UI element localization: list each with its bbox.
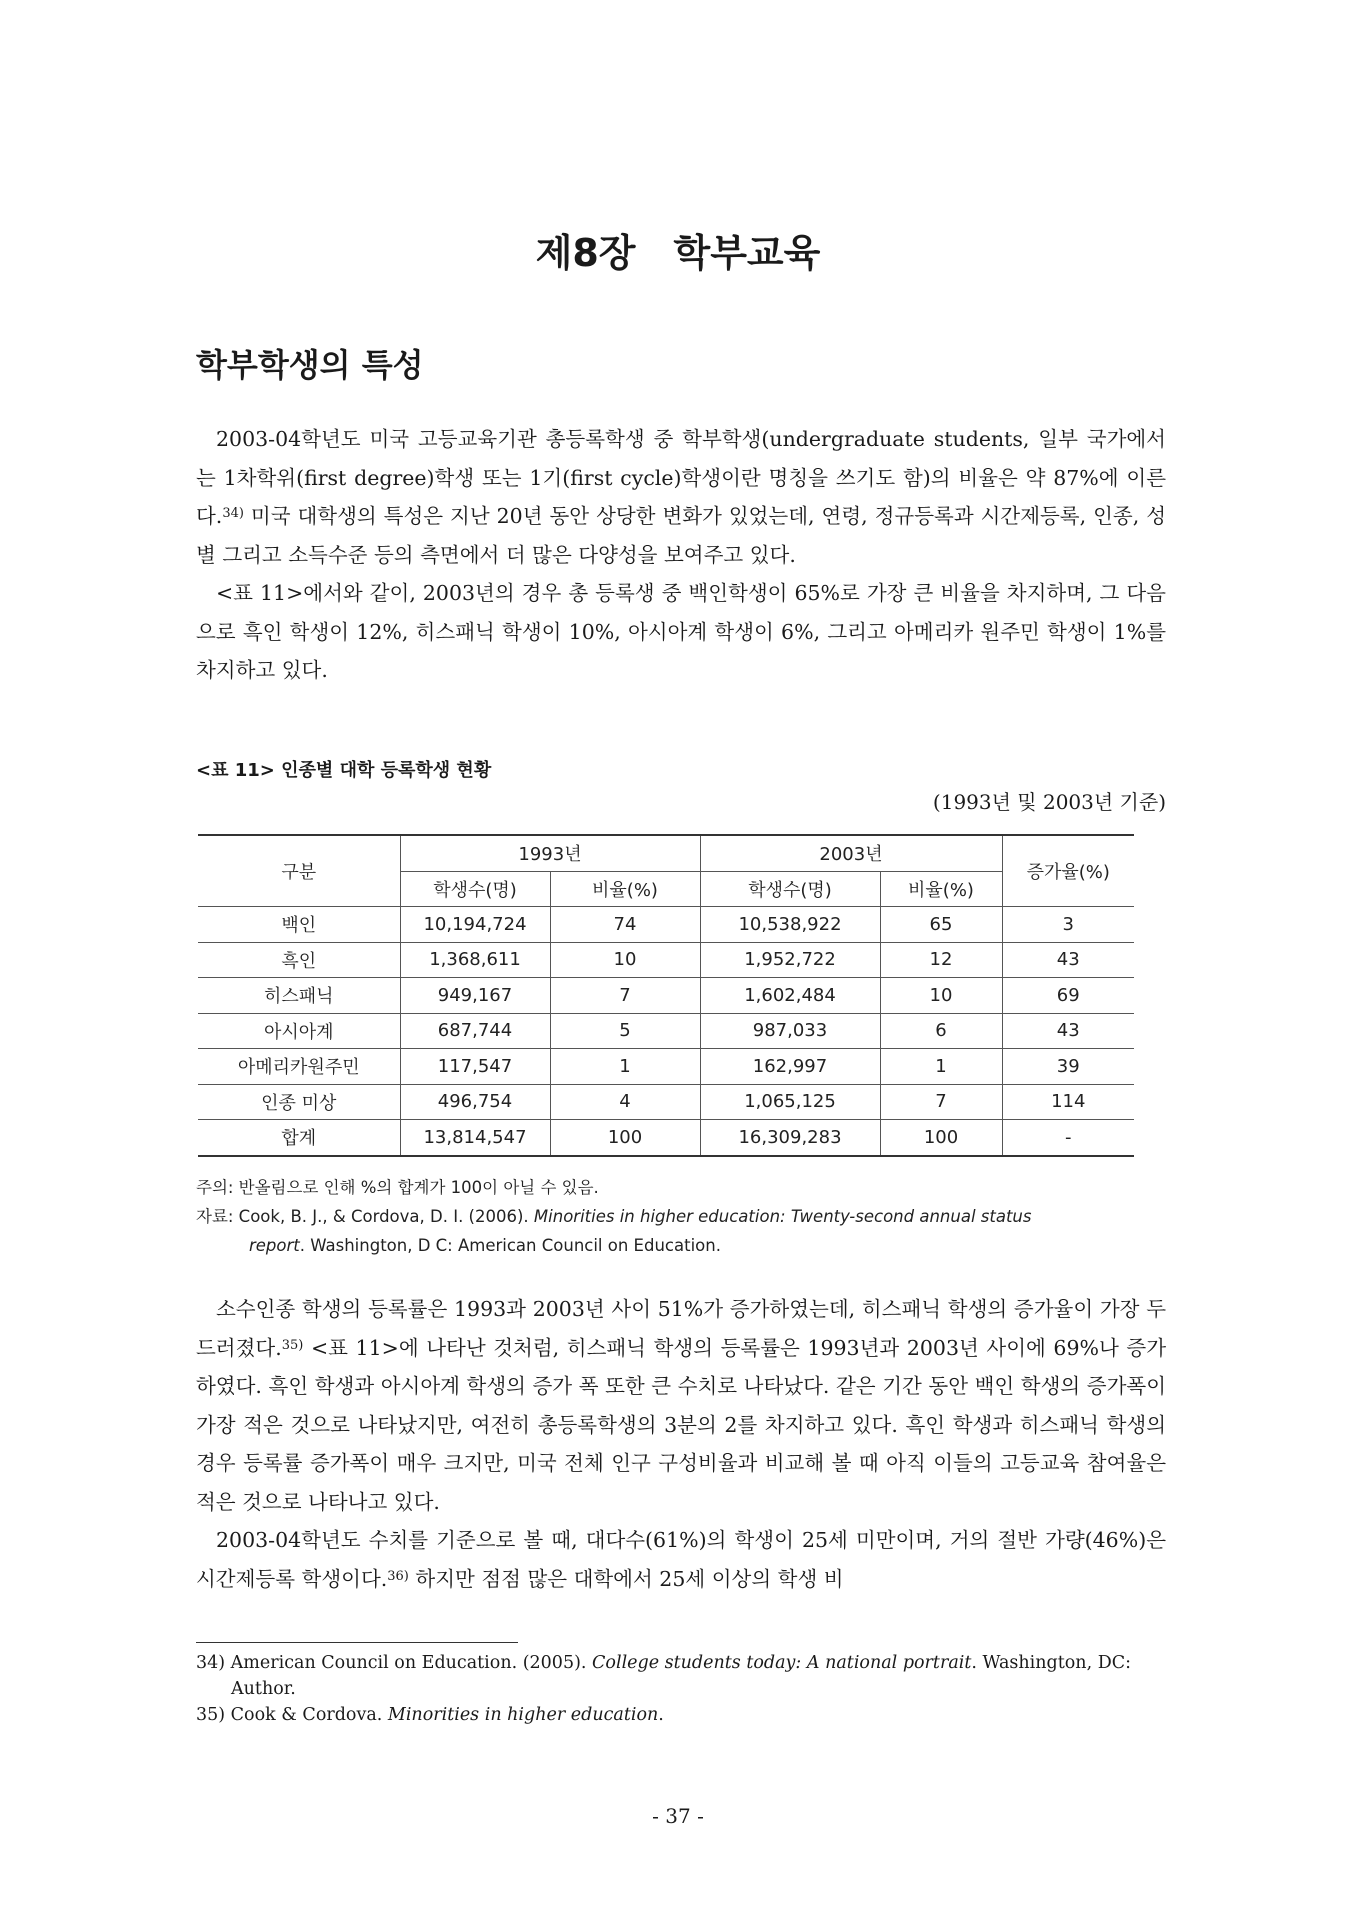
header-growth: 증가율(%): [1002, 835, 1134, 907]
body-paragraph-1: [196, 1290, 1166, 1521]
footnote-34-text-b: . Washington, DC:: [971, 1653, 1132, 1673]
table-notes: [196, 1173, 1166, 1260]
table-cell: 987,033: [700, 1013, 880, 1049]
table-cell: 아메리카원주민: [198, 1049, 400, 1085]
table-cell: 인종 미상: [198, 1084, 400, 1120]
footnote-35: [196, 1702, 1166, 1728]
page-number: - 37 -: [652, 1804, 704, 1828]
source-prefix: 자료: Cook, B. J., & Cordova, D. I. (2006).: [196, 1207, 534, 1226]
intro-section: [196, 420, 1166, 690]
table-cell: 117,547: [400, 1049, 550, 1085]
body-paragraph-2-text-b: 하지만 점점 많은 대학에서 25세 이상의 학생 비: [408, 1566, 844, 1591]
intro-paragraph-1-text-a: 2003-04학년도 미국 고등교육기관 총등록학생 중 학부학생(undergraduate students, 일부 국가에서는 1차학위(first degree)학생 또는 1기(first cycle)학생이란 명칭을 쓰기도 함)의 비율은 약 87%에 이른다.: [196, 427, 1166, 528]
table-note: 주의: 반올림으로 인해 %의 합계가 100이 아닐 수 있음.: [196, 1178, 599, 1197]
table-cell: 백인: [198, 907, 400, 943]
body-section: [196, 1290, 1166, 1598]
table-row-total: [198, 1120, 1134, 1156]
table-cell: 4: [550, 1084, 700, 1120]
table-cell: 949,167: [400, 978, 550, 1014]
footnote-divider: [196, 1642, 518, 1643]
section-title: 학부학생의 특성: [196, 346, 424, 384]
table-row: [198, 1084, 1134, 1120]
header-year-1993: 1993년: [400, 835, 700, 871]
table-source-continued: [196, 1231, 1166, 1260]
table-cell: 1: [880, 1049, 1002, 1085]
body-paragraph-1-text-a: 소수인종 학생의 등록률은 1993과 2003년 사이 51%가 증가하였는데, 히스패닉 학생의 증가율이 가장 두드러졌다.: [196, 1297, 1166, 1360]
enrollment-table: [198, 834, 1134, 1157]
table-cell: 43: [1002, 1013, 1134, 1049]
table-row: [198, 907, 1134, 943]
footnote-ref-34[interactable]: 34): [222, 506, 244, 521]
intro-paragraph-2: <표 11>에서와 같이, 2003년의 경우 총 등록생 중 백인학생이 65%로 가장 큰 비율을 차지하며, 그 다음으로 흑인 학생이 12%, 히스패닉 학생이 10%, 아시아계 학생이 6%, 그리고 아메리카 원주민 학생이 1%를 차지하고 있다.: [196, 581, 1166, 682]
table-cell: 39: [1002, 1049, 1134, 1085]
table-source: [196, 1202, 1166, 1231]
table-cell: 10: [880, 978, 1002, 1014]
footnote-35-text-b: .: [658, 1705, 664, 1725]
table-cell: 114: [1002, 1084, 1134, 1120]
footnote-34: [196, 1650, 1166, 1676]
table-cell: 12: [880, 942, 1002, 978]
table-cell: 1,065,125: [700, 1084, 880, 1120]
table-cell: 합계: [198, 1120, 400, 1156]
table-row: [198, 1049, 1134, 1085]
table-basis: (1993년 및 2003년 기준): [932, 790, 1166, 814]
table-cell: 7: [550, 978, 700, 1014]
table-cell: 1,952,722: [700, 942, 880, 978]
body-paragraph-1-text-b: <표 11>에 나타난 것처럼, 히스패닉 학생의 등록률은 1993년과 2003년 사이에 69%나 증가하였다. 흑인 학생과 아시아계 학생의 증가 폭 또한 큰 수치로 나타났다. 같은 기간 동안 백인 학생의 증가폭이 가장 적은 것으로 나타났지만, 여전히 총등록학생의 3분의 2를 차지하고 있다. 흑인 학생과 히스패닉 학생의 경우 등록률 증가폭이 매우 크지만, 미국 전체 인구 구성비율과 비교해 볼 때 아직 이들의 고등교육 참여율은 적은 것으로 나타나고 있다.: [196, 1335, 1166, 1514]
body-paragraph-2-text-a: 2003-04학년도 수치를 기준으로 볼 때, 대다수(61%)의 학생이 25세 미만이며, 거의 절반 가량(46%)은 시간제등록 학생이다.: [196, 1528, 1166, 1591]
table-cell: 100: [550, 1120, 700, 1156]
table-cell: -: [1002, 1120, 1134, 1156]
chapter-title: 제8장 학부교육: [535, 231, 821, 275]
table-row: [198, 942, 1134, 978]
table-cell: 13,814,547: [400, 1120, 550, 1156]
table-cell: 1: [550, 1049, 700, 1085]
table-cell: 10: [550, 942, 700, 978]
table-cell: 1,368,611: [400, 942, 550, 978]
footnote-34-text-a: 34) American Council on Education. (2005).: [196, 1653, 593, 1673]
footnotes: [196, 1650, 1166, 1728]
table-cell: 69: [1002, 978, 1134, 1014]
table-cell: 100: [880, 1120, 1002, 1156]
table-cell: 3: [1002, 907, 1134, 943]
table-cell: 1,602,484: [700, 978, 880, 1014]
table-cell: 7: [880, 1084, 1002, 1120]
table-cell: 496,754: [400, 1084, 550, 1120]
header-ratio-1993: 비율(%): [550, 871, 700, 907]
footnote-ref-35[interactable]: 35): [281, 1337, 304, 1353]
footnote-34-title: College students today: A national portrait: [592, 1653, 972, 1673]
table-row: [198, 1013, 1134, 1049]
table-cell: 히스패닉: [198, 978, 400, 1014]
header-students-2003: 학생수(명): [700, 871, 880, 907]
footnote-34-continued: Author.: [231, 1679, 296, 1699]
header-category: 구분: [198, 835, 400, 907]
intro-paragraph-1-text-b: 미국 대학생의 특성은 지난 20년 동안 상당한 변화가 있었는데, 연령, 정규등록과 시간제등록, 인종, 성별 그리고 소득수준 등의 측면에서 더 많은 다양성을 보여주고 있다.: [196, 504, 1166, 567]
footnote-35-text-a: 35) Cook & Cordova.: [196, 1705, 388, 1725]
header-students-1993: 학생수(명): [400, 871, 550, 907]
table-cell: 162,997: [700, 1049, 880, 1085]
table-cell: 687,744: [400, 1013, 550, 1049]
table-cell: 74: [550, 907, 700, 943]
footnote-35-title: Minorities in higher education: [387, 1705, 659, 1725]
source-title-end: report: [249, 1236, 300, 1255]
header-year-2003: 2003년: [700, 835, 1002, 871]
source-suffix: . Washington, D C: American Council on Education.: [299, 1236, 721, 1255]
table-cell: 16,309,283: [700, 1120, 880, 1156]
footnote-ref-36[interactable]: 36): [387, 1568, 409, 1584]
source-title: Minorities in higher education: Twenty-second annual status: [533, 1207, 1032, 1226]
table-cell: 43: [1002, 942, 1134, 978]
table-row: [198, 978, 1134, 1014]
table-caption: <표 11> 인종별 대학 등록학생 현황: [196, 760, 492, 781]
table-cell: 65: [880, 907, 1002, 943]
table-cell: 10,538,922: [700, 907, 880, 943]
header-ratio-2003: 비율(%): [880, 871, 1002, 907]
body-paragraph-2: [196, 1521, 1166, 1598]
table-cell: 흑인: [198, 942, 400, 978]
intro-paragraph-1: [196, 420, 1166, 574]
table-cell: 아시아계: [198, 1013, 400, 1049]
table-cell: 10,194,724: [400, 907, 550, 943]
table-cell: 6: [880, 1013, 1002, 1049]
table-cell: 5: [550, 1013, 700, 1049]
